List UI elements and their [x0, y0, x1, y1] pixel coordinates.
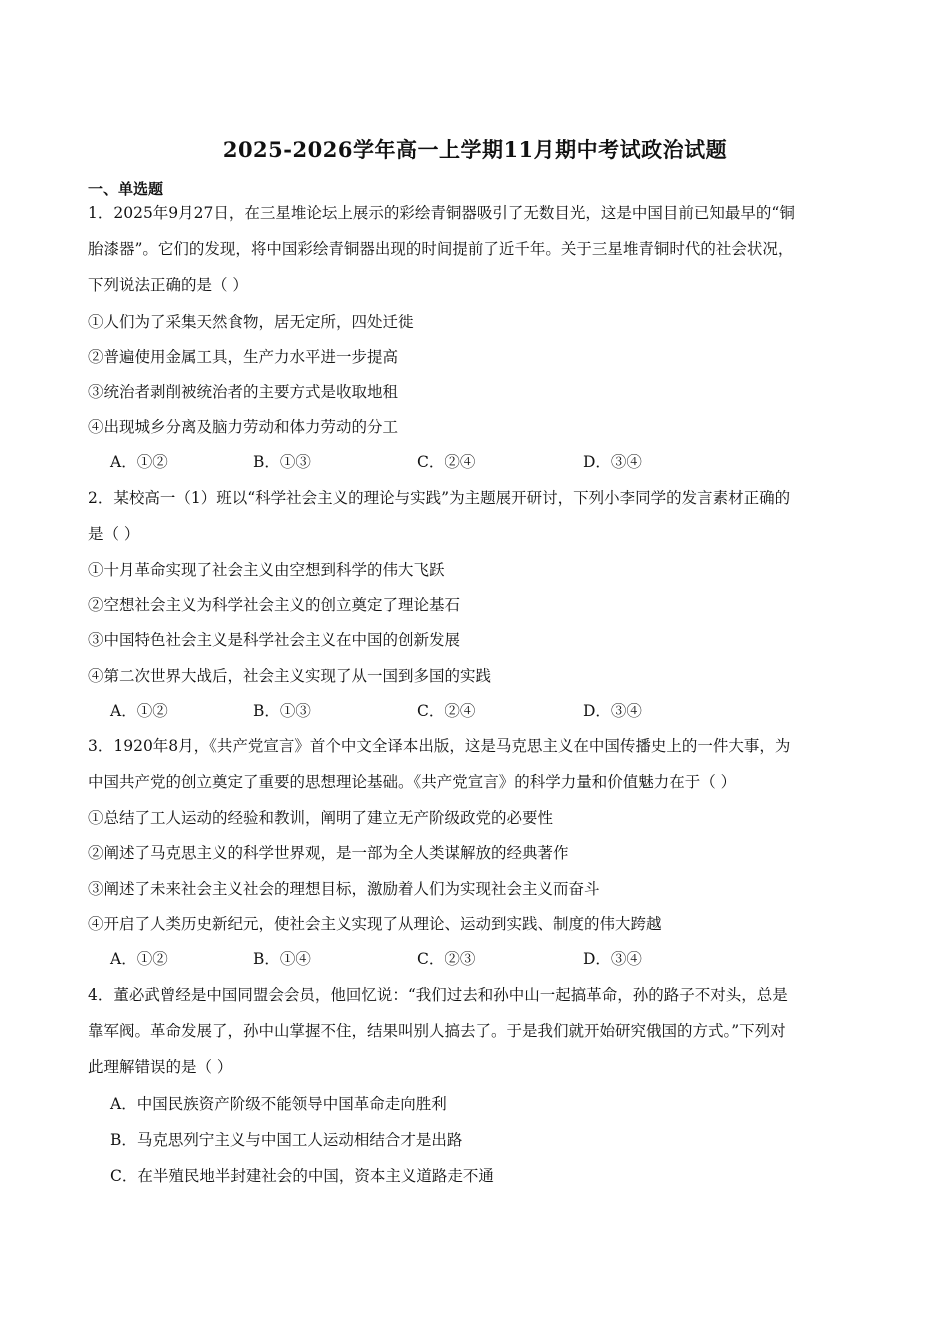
statement-1: ①十月革命实现了社会主义由空想到科学的伟大飞跃: [88, 561, 445, 579]
statement-2: ②普遍使用金属工具，生产力水平进一步提高: [88, 348, 399, 366]
option-d[interactable]: D．③④: [583, 702, 642, 720]
option-d[interactable]: D．③④: [583, 950, 642, 968]
option-c[interactable]: C．在半殖民地半封建社会的中国，资本主义道路走不通: [110, 1167, 494, 1185]
option-c[interactable]: C．②④: [417, 702, 476, 720]
question-stem-line: 下列说法正确的是（ ）: [88, 276, 248, 294]
option-b[interactable]: B．①③: [253, 702, 311, 720]
question-stem-line: 1．2025年9月27日，在三星堆论坛上展示的彩绘青铜器吸引了无数目光，这是中国目前已知最早的“铜: [88, 204, 795, 222]
option-d[interactable]: D．③④: [583, 453, 642, 471]
question-stem-line: 靠军阀。革命发展了，孙中山掌握不住，结果叫别人搞去了。于是我们就开始研究俄国的方式。”下列对: [88, 1022, 786, 1040]
option-c[interactable]: C．②④: [417, 453, 476, 471]
statement-4: ④出现城乡分离及脑力劳动和体力劳动的分工: [88, 418, 399, 436]
question-stem-line: 中国共产党的创立奠定了重要的思想理论基础。《共产党宣言》的科学力量和价值魅力在于（ ）: [88, 773, 737, 791]
option-a[interactable]: A．中国民族资产阶级不能领导中国革命走向胜利: [110, 1095, 447, 1113]
option-a[interactable]: A．①②: [110, 950, 168, 968]
option-b[interactable]: B．①④: [253, 950, 311, 968]
option-a[interactable]: A．①②: [110, 702, 168, 720]
question-stem-line: 2．某校高一（1）班以“科学社会主义的理论与实践”为主题展开研讨，下列小李同学的发言素材正确的: [88, 489, 791, 507]
option-b[interactable]: B．马克思列宁主义与中国工人运动相结合才是出路: [110, 1131, 463, 1149]
question-stem-line: 此理解错误的是（ ）: [88, 1058, 233, 1076]
statement-3: ③统治者剥削被统治者的主要方式是收取地租: [88, 383, 399, 401]
statement-3: ③阐述了未来社会主义社会的理想目标，激励着人们为实现社会主义而奋斗: [88, 880, 600, 898]
statement-1: ①人们为了采集天然食物，居无定所，四处迁徙: [88, 313, 414, 331]
statement-2: ②空想社会主义为科学社会主义的创立奠定了理论基石: [88, 596, 461, 614]
question-stem-line: 胎漆器”。它们的发现，将中国彩绘青铜器出现的时间提前了近千年。关于三星堆青铜时代的社会状况，: [88, 240, 794, 258]
statement-2: ②阐述了马克思主义的科学世界观，是一部为全人类谋解放的经典著作: [88, 844, 569, 862]
statement-3: ③中国特色社会主义是科学社会主义在中国的创新发展: [88, 631, 461, 649]
section-heading: 一、单选题: [88, 180, 164, 198]
option-c[interactable]: C．②③: [417, 950, 476, 968]
statement-4: ④第二次世界大战后，社会主义实现了从一国到多国的实践: [88, 667, 492, 685]
option-a[interactable]: A．①②: [110, 453, 168, 471]
option-b[interactable]: B．①③: [253, 453, 311, 471]
question-stem-line: 4．董必武曾经是中国同盟会会员，他回忆说：“我们过去和孙中山一起搞革命，孙的路子不对头，总是: [88, 986, 788, 1004]
statement-1: ①总结了工人运动的经验和教训，阐明了建立无产阶级政党的必要性: [88, 809, 554, 827]
page-title: 2025-2026学年高一上学期11月期中考试政治试题: [222, 137, 728, 162]
question-stem-line: 是（ ）: [88, 525, 140, 543]
statement-4: ④开启了人类历史新纪元，使社会主义实现了从理论、运动到实践、制度的伟大跨越: [88, 915, 662, 933]
question-stem-line: 3．1920年8月，《共产党宣言》首个中文全译本出版，这是马克思主义在中国传播史上的一件大事，为: [88, 737, 791, 755]
